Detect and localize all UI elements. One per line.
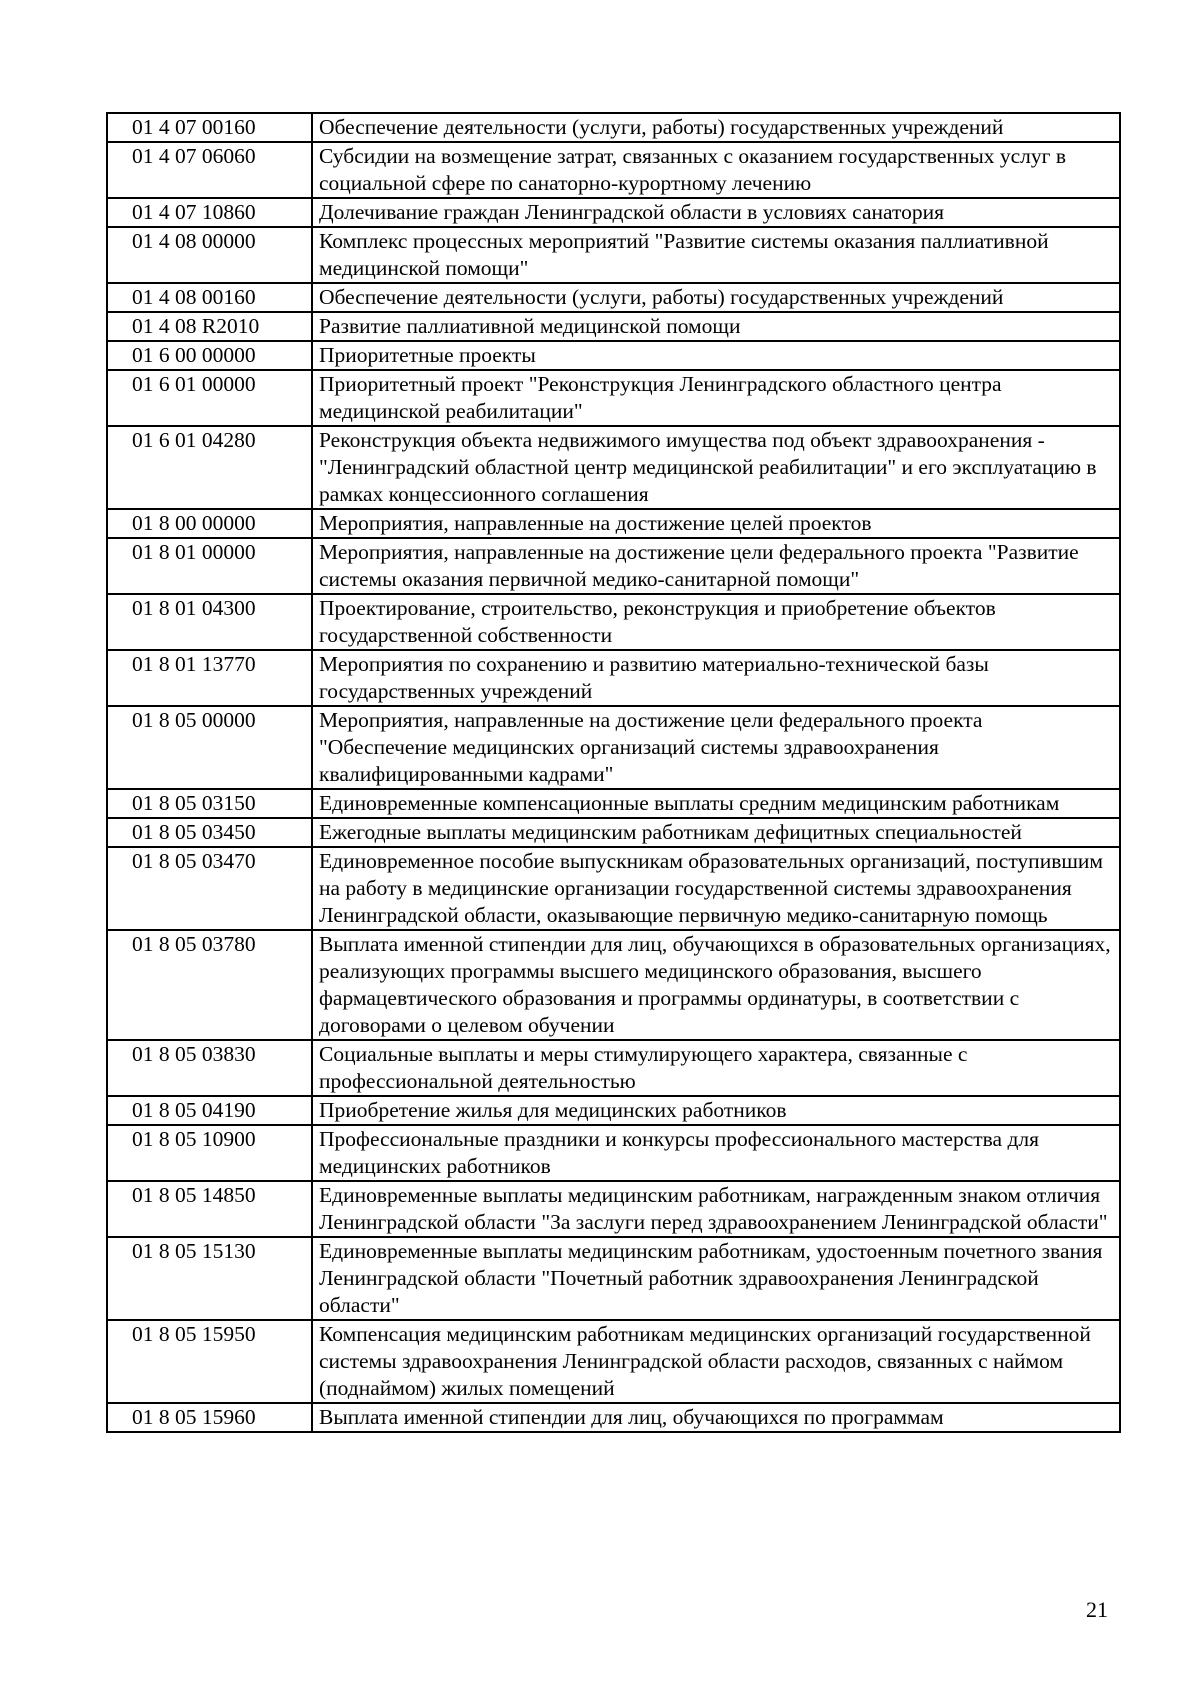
code-cell: 01 4 08 00000 xyxy=(107,227,312,283)
code-cell: 01 8 05 03450 xyxy=(107,818,312,847)
description-cell: Единовременные выплаты медицинским работникам, награжденным знаком отличия Ленинградской области "За заслуги перед здравоохранением Ленинградской области" xyxy=(312,1181,1120,1237)
description-cell: Реконструкция объекта недвижимого имущества под объект здравоохранения - "Ленинградский областной центр медицинской реабилитации" и его эксплуатацию в рамках концессионного соглашения xyxy=(312,426,1120,509)
table-row xyxy=(107,227,1120,283)
table-row xyxy=(107,847,1120,930)
description-cell: Проектирование, строительство, реконструкция и приобретение объектов государственной собственности xyxy=(312,594,1120,650)
description-cell: Единовременное пособие выпускникам образовательных организаций, поступившим на работу в медицинские организации государственной системы здравоохранения Ленинградской области, оказывающие первичную медико-санитарную помощь xyxy=(312,847,1120,930)
description-cell: Приоритетный проект "Реконструкция Ленинградского областного центра медицинской реабилитации" xyxy=(312,370,1120,426)
code-cell: 01 8 05 15130 xyxy=(107,1237,312,1320)
code-cell: 01 4 08 00160 xyxy=(107,283,312,312)
description-cell: Приоритетные проекты xyxy=(312,341,1120,370)
description-cell: Мероприятия, направленные на достижение цели федерального проекта "Обеспечение медицинских организаций системы здравоохранения квалифицированными кадрами" xyxy=(312,706,1120,789)
table-row xyxy=(107,1403,1120,1432)
description-cell: Социальные выплаты и меры стимулирующего характера, связанные с профессиональной деятельностью xyxy=(312,1040,1120,1096)
code-cell: 01 6 01 04280 xyxy=(107,426,312,509)
code-cell: 01 4 07 00160 xyxy=(107,113,312,142)
table-row xyxy=(107,1096,1120,1125)
table-row xyxy=(107,1125,1120,1181)
budget-classification-table xyxy=(106,112,1121,1433)
page-number: 21 xyxy=(1086,1597,1108,1622)
table-body xyxy=(107,113,1120,1432)
description-cell: Единовременные выплаты медицинским работникам, удостоенным почетного звания Ленинградской области "Почетный работник здравоохранения Ленинградской области" xyxy=(312,1237,1120,1320)
description-cell: Ежегодные выплаты медицинским работникам дефицитных специальностей xyxy=(312,818,1120,847)
code-cell: 01 8 05 03470 xyxy=(107,847,312,930)
table-row xyxy=(107,706,1120,789)
table-row xyxy=(107,341,1120,370)
table-row xyxy=(107,1320,1120,1403)
table-row xyxy=(107,538,1120,594)
table-row xyxy=(107,650,1120,706)
code-cell: 01 8 05 03780 xyxy=(107,930,312,1040)
table-row xyxy=(107,312,1120,341)
code-cell: 01 8 05 15960 xyxy=(107,1403,312,1432)
description-cell: Компенсация медицинским работникам медицинских организаций государственной системы здравоохранения Ленинградской области расходов, связанных с наймом (поднаймом) жилых помещений xyxy=(312,1320,1120,1403)
code-cell: 01 8 05 03150 xyxy=(107,789,312,818)
code-cell: 01 8 01 13770 xyxy=(107,650,312,706)
table-row xyxy=(107,142,1120,198)
description-cell: Выплата именной стипендии для лиц, обучающихся по программам xyxy=(312,1403,1120,1432)
code-cell: 01 8 01 04300 xyxy=(107,594,312,650)
description-cell: Обеспечение деятельности (услуги, работы) государственных учреждений xyxy=(312,283,1120,312)
code-cell: 01 4 08 R2010 xyxy=(107,312,312,341)
table-row xyxy=(107,113,1120,142)
table-row xyxy=(107,818,1120,847)
description-cell: Выплата именной стипендии для лиц, обучающихся в образовательных организациях, реализующих программы высшего медицинского образования, высшего фармацевтического образования и программы ординатуры, в соответствии с договорами о целевом обучении xyxy=(312,930,1120,1040)
table-row xyxy=(107,789,1120,818)
description-cell: Приобретение жилья для медицинских работников xyxy=(312,1096,1120,1125)
description-cell: Развитие паллиативной медицинской помощи xyxy=(312,312,1120,341)
description-cell: Мероприятия, направленные на достижение целей проектов xyxy=(312,509,1120,538)
table-row xyxy=(107,594,1120,650)
table-row xyxy=(107,1040,1120,1096)
description-cell: Обеспечение деятельности (услуги, работы) государственных учреждений xyxy=(312,113,1120,142)
description-cell: Комплекс процессных мероприятий "Развитие системы оказания паллиативной медицинской помощи" xyxy=(312,227,1120,283)
table-row xyxy=(107,1237,1120,1320)
code-cell: 01 8 05 00000 xyxy=(107,706,312,789)
description-cell: Мероприятия по сохранению и развитию материально-технической базы государственных учреждений xyxy=(312,650,1120,706)
code-cell: 01 8 05 14850 xyxy=(107,1181,312,1237)
description-cell: Субсидии на возмещение затрат, связанных с оказанием государственных услуг в социальной сфере по санаторно-курортному лечению xyxy=(312,142,1120,198)
code-cell: 01 6 01 00000 xyxy=(107,370,312,426)
table-row xyxy=(107,1181,1120,1237)
code-cell: 01 4 07 10860 xyxy=(107,198,312,227)
description-cell: Долечивание граждан Ленинградской области в условиях санатория xyxy=(312,198,1120,227)
table-row xyxy=(107,509,1120,538)
description-cell: Мероприятия, направленные на достижение цели федерального проекта "Развитие системы оказания первичной медико-санитарной помощи" xyxy=(312,538,1120,594)
code-cell: 01 6 00 00000 xyxy=(107,341,312,370)
code-cell: 01 8 05 15950 xyxy=(107,1320,312,1403)
table-row xyxy=(107,370,1120,426)
table-row xyxy=(107,930,1120,1040)
table-row xyxy=(107,426,1120,509)
description-cell: Единовременные компенсационные выплаты средним медицинским работникам xyxy=(312,789,1120,818)
code-cell: 01 8 05 03830 xyxy=(107,1040,312,1096)
table-row xyxy=(107,198,1120,227)
description-cell: Профессиональные праздники и конкурсы профессионального мастерства для медицинских работников xyxy=(312,1125,1120,1181)
code-cell: 01 8 00 00000 xyxy=(107,509,312,538)
code-cell: 01 8 05 10900 xyxy=(107,1125,312,1181)
code-cell: 01 8 05 04190 xyxy=(107,1096,312,1125)
code-cell: 01 4 07 06060 xyxy=(107,142,312,198)
code-cell: 01 8 01 00000 xyxy=(107,538,312,594)
table-row xyxy=(107,283,1120,312)
